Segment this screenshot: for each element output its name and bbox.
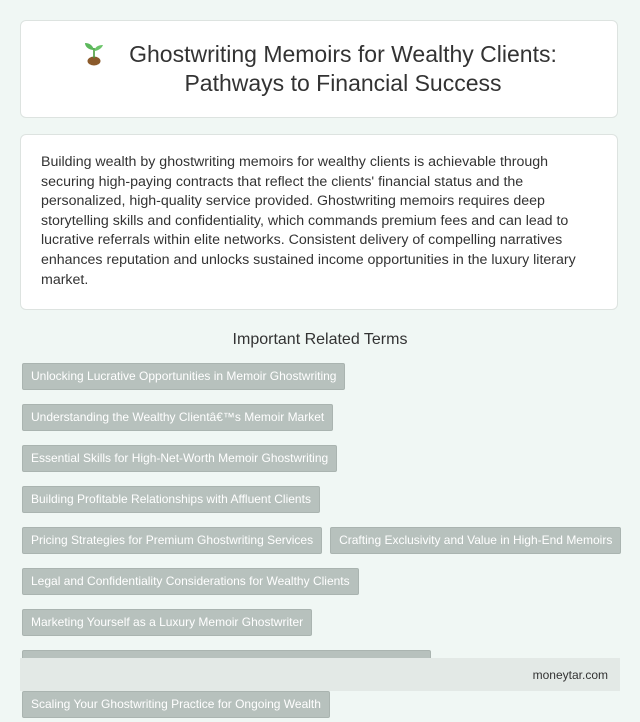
term-chip[interactable]: Understanding the Wealthy Clientâ€™s Memoir Market	[22, 404, 333, 431]
term-chip[interactable]: Crafting Exclusivity and Value in High-End Memoirs	[330, 527, 621, 554]
term-chip[interactable]: Legal and Confidentiality Considerations for Wealthy Clients	[22, 568, 359, 595]
title-card	[20, 20, 618, 118]
summary-text: Building wealth by ghostwriting memoirs for wealthy clients is achievable through securing high-paying contracts that reflect the clients' financial status and the personalized, high-quality service provided. Ghostwriting memoirs requires deep storytelling skills and confidentiality, which commands premium fees and can lead to lucrative referrals within elite networks. Consistent delivery of compelling narratives enhances reputation and unlocks sustained income opportunities in the luxury literary market.	[41, 154, 576, 288]
term-chip[interactable]: Marketing Yourself as a Luxury Memoir Ghostwriter	[22, 609, 312, 636]
related-terms-heading: Important Related Terms	[232, 331, 408, 348]
title-line-2: Pathways to Financial Success	[184, 70, 502, 96]
title-wrap	[81, 40, 557, 98]
term-chip[interactable]: Scaling Your Ghostwriting Practice for Ongoing Wealth	[22, 691, 330, 718]
page-title	[129, 40, 557, 98]
summary-card	[20, 134, 618, 310]
footer-site[interactable]: moneytar.com	[532, 667, 608, 682]
title-line-1: Ghostwriting Memoirs for Wealthy Clients:	[129, 41, 557, 67]
footer	[20, 658, 620, 691]
term-chip[interactable]: Building Profitable Relationships with Affluent Clients	[22, 486, 320, 513]
term-chip[interactable]: Pricing Strategies for Premium Ghostwriting Services	[22, 527, 322, 554]
term-chip[interactable]: Essential Skills for High-Net-Worth Memoir Ghostwriting	[22, 445, 337, 472]
term-chip[interactable]: Unlocking Lucrative Opportunities in Memoir Ghostwriting	[22, 363, 345, 390]
sprout-icon	[81, 40, 107, 66]
